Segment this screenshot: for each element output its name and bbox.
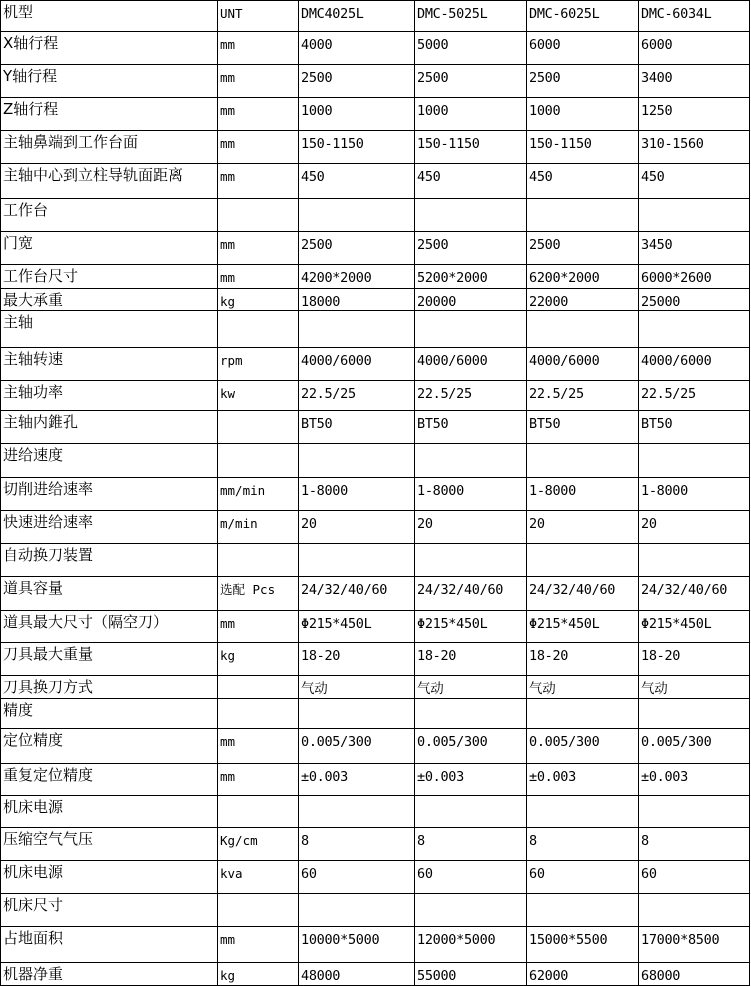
row-value: ±0.003 <box>527 764 639 796</box>
row-label: 主轴中心到立柱导轨面距离 <box>1 164 218 199</box>
row-value: 22.5/25 <box>527 381 639 411</box>
row-value: 20 <box>639 511 750 544</box>
row-value: 450 <box>527 164 639 199</box>
row-value: 68000 <box>639 963 750 986</box>
row-value: 6000 <box>639 32 750 65</box>
table-row <box>1 381 750 411</box>
row-value: 18-20 <box>639 643 750 676</box>
row-value <box>527 444 639 478</box>
table-row <box>1 311 750 348</box>
row-value <box>415 311 527 348</box>
spec-table-body <box>1 1 750 986</box>
row-value: 22.5/25 <box>415 381 527 411</box>
row-value: 24/32/40/60 <box>415 577 527 611</box>
row-value: 8 <box>639 828 750 861</box>
row-value: 450 <box>299 164 415 199</box>
table-row <box>1 544 750 577</box>
row-value: 4000/6000 <box>527 348 639 381</box>
row-value: BT50 <box>299 411 415 444</box>
table-row <box>1 927 750 963</box>
row-value: 10000*5000 <box>299 927 415 963</box>
row-value <box>299 311 415 348</box>
row-value: BT50 <box>639 411 750 444</box>
row-value <box>639 699 750 729</box>
row-value: 18-20 <box>299 643 415 676</box>
row-unit: kva <box>218 861 299 894</box>
row-label: 占地面积 <box>1 927 218 963</box>
table-row <box>1 98 750 131</box>
row-unit: mm <box>218 764 299 796</box>
row-value: 4000 <box>299 32 415 65</box>
row-unit: mm/min <box>218 478 299 511</box>
row-value: 8 <box>299 828 415 861</box>
row-label: 机床尺寸 <box>1 894 218 927</box>
table-row <box>1 444 750 478</box>
row-value: 15000*5500 <box>527 927 639 963</box>
row-value: 18-20 <box>527 643 639 676</box>
row-unit: rpm <box>218 348 299 381</box>
row-value <box>639 894 750 927</box>
row-value: 3450 <box>639 232 750 265</box>
row-label: Z轴行程 <box>1 98 218 131</box>
row-value: 2500 <box>299 65 415 98</box>
row-value: 20000 <box>415 289 527 311</box>
row-value: BT50 <box>527 411 639 444</box>
row-value <box>415 796 527 828</box>
row-unit: 选配 Pcs <box>218 577 299 611</box>
row-value: Φ215*450L <box>639 611 750 643</box>
row-label: 重复定位精度 <box>1 764 218 796</box>
row-unit: kg <box>218 643 299 676</box>
row-unit: mm <box>218 729 299 764</box>
row-label: 道具最大尺寸（隔空刀） <box>1 611 218 643</box>
table-row <box>1 348 750 381</box>
row-value: 60 <box>527 861 639 894</box>
row-value: 150-1150 <box>527 131 639 164</box>
row-unit: mm <box>218 927 299 963</box>
row-value: 2500 <box>527 232 639 265</box>
row-value: 24/32/40/60 <box>299 577 415 611</box>
row-value: 1000 <box>415 98 527 131</box>
table-row <box>1 131 750 164</box>
header-unit-label: UNT <box>218 1 299 32</box>
row-value <box>415 444 527 478</box>
row-label: X轴行程 <box>1 32 218 65</box>
row-value: 150-1150 <box>415 131 527 164</box>
row-unit: mm <box>218 98 299 131</box>
row-value <box>527 544 639 577</box>
table-row <box>1 411 750 444</box>
row-value: 4000/6000 <box>299 348 415 381</box>
table-row <box>1 32 750 65</box>
row-value: 2500 <box>299 232 415 265</box>
row-value: 气动 <box>639 676 750 699</box>
row-label: 门宽 <box>1 232 218 265</box>
row-value <box>639 796 750 828</box>
table-row <box>1 643 750 676</box>
row-label: 主轴 <box>1 311 218 348</box>
row-unit: Kg/cm <box>218 828 299 861</box>
table-header-row <box>1 1 750 32</box>
row-label: 机床电源 <box>1 861 218 894</box>
row-value: 2500 <box>527 65 639 98</box>
row-label: 机器净重 <box>1 963 218 986</box>
row-value: 5000 <box>415 32 527 65</box>
row-unit <box>218 699 299 729</box>
row-unit <box>218 796 299 828</box>
row-label: 道具容量 <box>1 577 218 611</box>
row-label: 精度 <box>1 699 218 729</box>
row-value: 3400 <box>639 65 750 98</box>
table-row <box>1 289 750 311</box>
row-value: 6000*2600 <box>639 265 750 289</box>
row-value <box>299 199 415 232</box>
row-value: Φ215*450L <box>415 611 527 643</box>
row-label: 刀具最大重量 <box>1 643 218 676</box>
row-unit: mm <box>218 611 299 643</box>
row-value: 2500 <box>415 65 527 98</box>
row-unit <box>218 676 299 699</box>
row-value <box>299 894 415 927</box>
row-value: 20 <box>415 511 527 544</box>
row-value: Φ215*450L <box>299 611 415 643</box>
table-row <box>1 963 750 986</box>
row-value: ±0.003 <box>299 764 415 796</box>
row-value: Φ215*450L <box>527 611 639 643</box>
row-unit <box>218 411 299 444</box>
row-unit: m/min <box>218 511 299 544</box>
row-unit: mm <box>218 131 299 164</box>
row-value <box>527 311 639 348</box>
row-value: 气动 <box>299 676 415 699</box>
row-value: 1-8000 <box>415 478 527 511</box>
row-value <box>415 894 527 927</box>
table-row <box>1 676 750 699</box>
row-label: 刀具换刀方式 <box>1 676 218 699</box>
row-unit <box>218 894 299 927</box>
row-value: 48000 <box>299 963 415 986</box>
row-value: 1000 <box>299 98 415 131</box>
row-value: 20 <box>527 511 639 544</box>
row-value <box>415 544 527 577</box>
row-value: 6000 <box>527 32 639 65</box>
row-label: 机床电源 <box>1 796 218 828</box>
row-label: 最大承重 <box>1 289 218 311</box>
row-unit: mm <box>218 164 299 199</box>
row-value: 2500 <box>415 232 527 265</box>
row-value: 4000/6000 <box>415 348 527 381</box>
table-row <box>1 164 750 199</box>
row-value: 450 <box>639 164 750 199</box>
row-value <box>639 444 750 478</box>
row-value: 25000 <box>639 289 750 311</box>
row-unit <box>218 544 299 577</box>
row-value <box>299 796 415 828</box>
table-row <box>1 577 750 611</box>
table-row <box>1 828 750 861</box>
table-row <box>1 861 750 894</box>
row-value: 55000 <box>415 963 527 986</box>
row-value <box>639 199 750 232</box>
row-value <box>299 444 415 478</box>
row-value: ±0.003 <box>639 764 750 796</box>
row-label: 工作台尺寸 <box>1 265 218 289</box>
row-label: 工作台 <box>1 199 218 232</box>
row-unit: mm <box>218 65 299 98</box>
row-value: 6200*2000 <box>527 265 639 289</box>
row-unit: kw <box>218 381 299 411</box>
table-row <box>1 699 750 729</box>
row-value: 1-8000 <box>527 478 639 511</box>
row-value <box>639 544 750 577</box>
row-value: 310-1560 <box>639 131 750 164</box>
header-model-label: 机型 <box>1 1 218 32</box>
row-value <box>527 699 639 729</box>
table-row <box>1 894 750 927</box>
row-unit: mm <box>218 32 299 65</box>
row-value: 150-1150 <box>299 131 415 164</box>
row-unit <box>218 311 299 348</box>
row-value: 22000 <box>527 289 639 311</box>
row-value: 22.5/25 <box>639 381 750 411</box>
table-row <box>1 265 750 289</box>
row-value: 气动 <box>527 676 639 699</box>
row-unit <box>218 199 299 232</box>
row-value: ±0.003 <box>415 764 527 796</box>
row-label: 主轴鼻端到工作台面 <box>1 131 218 164</box>
row-value: 8 <box>415 828 527 861</box>
row-label: 自动换刀装置 <box>1 544 218 577</box>
row-value: 5200*2000 <box>415 265 527 289</box>
row-value: 0.005/300 <box>415 729 527 764</box>
row-value: 20 <box>299 511 415 544</box>
row-value: 8 <box>527 828 639 861</box>
table-row <box>1 232 750 265</box>
row-value: 0.005/300 <box>527 729 639 764</box>
row-label: 压缩空气气压 <box>1 828 218 861</box>
row-unit: kg <box>218 289 299 311</box>
row-unit: mm <box>218 265 299 289</box>
row-value: 60 <box>299 861 415 894</box>
header-model-1: DMC4025L <box>299 1 415 32</box>
row-unit: mm <box>218 232 299 265</box>
header-model-3: DMC-6025L <box>527 1 639 32</box>
row-value: 18-20 <box>415 643 527 676</box>
row-value: 60 <box>639 861 750 894</box>
row-unit <box>218 444 299 478</box>
row-value <box>415 199 527 232</box>
row-label: 主轴功率 <box>1 381 218 411</box>
row-label: 切削进给速率 <box>1 478 218 511</box>
row-value: 1000 <box>527 98 639 131</box>
row-unit: kg <box>218 963 299 986</box>
row-value: 60 <box>415 861 527 894</box>
row-value: 17000*8500 <box>639 927 750 963</box>
row-value: 1-8000 <box>299 478 415 511</box>
row-value: 24/32/40/60 <box>639 577 750 611</box>
row-value: 18000 <box>299 289 415 311</box>
row-value: 0.005/300 <box>299 729 415 764</box>
row-value: 24/32/40/60 <box>527 577 639 611</box>
table-row <box>1 729 750 764</box>
header-model-2: DMC-5025L <box>415 1 527 32</box>
table-row <box>1 611 750 643</box>
row-label: 主轴转速 <box>1 348 218 381</box>
row-label: Y轴行程 <box>1 65 218 98</box>
table-row <box>1 796 750 828</box>
row-value <box>527 199 639 232</box>
table-row <box>1 199 750 232</box>
row-value: 4000/6000 <box>639 348 750 381</box>
row-label: 主轴内錐孔 <box>1 411 218 444</box>
row-value: 4200*2000 <box>299 265 415 289</box>
row-label: 定位精度 <box>1 729 218 764</box>
row-value <box>639 311 750 348</box>
row-value <box>527 796 639 828</box>
row-value: 62000 <box>527 963 639 986</box>
row-value <box>527 894 639 927</box>
row-value: 1250 <box>639 98 750 131</box>
row-value: 22.5/25 <box>299 381 415 411</box>
table-row <box>1 478 750 511</box>
table-row <box>1 764 750 796</box>
table-row <box>1 511 750 544</box>
row-label: 快速进给速率 <box>1 511 218 544</box>
row-value: 0.005/300 <box>639 729 750 764</box>
row-value: 1-8000 <box>639 478 750 511</box>
table-row <box>1 65 750 98</box>
row-value: BT50 <box>415 411 527 444</box>
header-model-4: DMC-6034L <box>639 1 750 32</box>
row-value <box>299 699 415 729</box>
row-value <box>299 544 415 577</box>
row-value <box>415 699 527 729</box>
row-label: 进给速度 <box>1 444 218 478</box>
row-value: 450 <box>415 164 527 199</box>
row-value: 12000*5000 <box>415 927 527 963</box>
row-value: 气动 <box>415 676 527 699</box>
